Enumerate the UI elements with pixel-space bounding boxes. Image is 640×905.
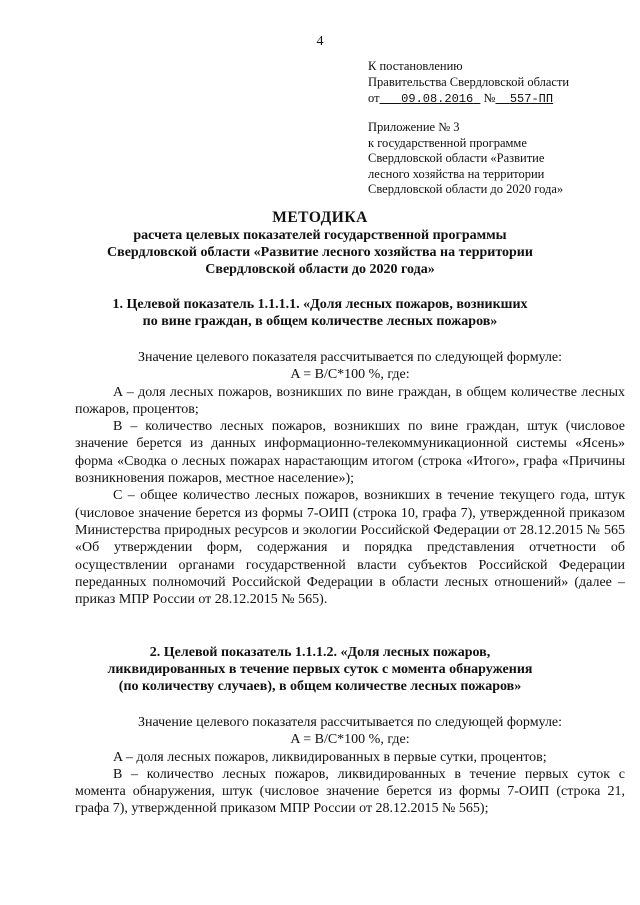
formula-intro: Значение целевого показателя рассчитывается по следующей формуле:: [137, 350, 563, 365]
section-1-title: [0, 296, 640, 330]
section-title-line: 1. Целевой показатель 1.1.1.1. «Доля лесных пожаров, возникших: [112, 297, 528, 312]
document-number: 557-ПП: [509, 92, 554, 106]
subtitle-line: Свердловской области «Развитие лесного хозяйства на территории: [107, 245, 533, 260]
page-number: 4: [316, 34, 324, 49]
document-subtitle: [0, 227, 640, 278]
definition-a: A – доля лесных пожаров, ликвидированных в первые сутки, процентов;: [113, 749, 547, 765]
appendix-block: [368, 120, 630, 198]
subtitle-line: Свердловской области до 2020 года»: [205, 262, 435, 277]
formula: A = B/C*100 %, где:: [290, 732, 410, 748]
section-2-title: [0, 644, 640, 695]
header-line: Правительства Свердловской области: [368, 75, 570, 89]
section-1-body: [75, 349, 625, 608]
date-prefix: от: [368, 91, 380, 105]
appendix-line: Приложение № 3: [368, 120, 460, 134]
section-title-line: 2. Целевой показатель 1.1.1.2. «Доля лесных пожаров,: [149, 645, 491, 660]
definition-c: C – общее количество лесных пожаров, возникших в течение текущего года, штук (числовое значение берется из формы 7-ОИП (строка 10, графа 7), утвержденной приказом Министерства природных ресурсов и экологии Российской Федерации от 28.12.2015 № 565 «Об утверждении форм, содержания и порядка представления отчетности об осуществлении органами государственной власти субъектов Российской Федерации переданных полномочий Российской Федерации в области лесных отношений» (далее – приказ МПР России от 28.12.2015 № 565).: [75, 488, 625, 608]
appendix-line: Свердловской области до 2020 года»: [368, 182, 564, 196]
definition-a: A – доля лесных пожаров, возникших по вине граждан, в общем количестве лесных пожаров, процентов;: [75, 384, 625, 417]
document-title: МЕТОДИКА: [272, 209, 368, 226]
section-title-line: по вине граждан, в общем количестве лесных пожаров»: [142, 314, 498, 329]
resolution-reference: [368, 58, 630, 107]
section-title-line: ликвидированных в течение первых суток с момента обнаружения: [107, 662, 533, 677]
document-date: 09.08.2016: [401, 92, 474, 106]
number-prefix: №: [483, 91, 496, 105]
appendix-line: лесного хозяйства на территории: [368, 166, 545, 181]
section-2-body: [75, 714, 625, 818]
definition-b: B – количество лесных пожаров, возникших по вине граждан, штук (числовое значение берется из данных информационно-телекоммуникационной системы «Ясень» форма «Сводка о лесных пожарах нарастающим итогом (строка «Итого», графа «Причины возникновения пожаров, местное население»);: [75, 419, 625, 487]
definition-b: B – количество лесных пожаров, ликвидированных в течение первых суток с момента обнаружения, штук (числовое значение берется из формы 7-ОИП (строка 21, графа 7), утвержденной приказом МПР России от 28.12.2015 № 565);: [75, 766, 625, 817]
document-reference: [368, 90, 630, 107]
section-title-line: (по количеству случаев), в общем количестве лесных пожаров»: [118, 679, 522, 694]
formula-intro: Значение целевого показателя рассчитывается по следующей формуле:: [137, 715, 563, 730]
formula: A = B/C*100 %, где:: [290, 367, 410, 383]
subtitle-line: расчета целевых показателей государственной программы: [133, 228, 507, 243]
header-line: К постановлению: [368, 59, 463, 73]
appendix-line: к государственной программе: [368, 135, 527, 150]
appendix-line: Свердловской области «Развитие: [368, 151, 545, 165]
